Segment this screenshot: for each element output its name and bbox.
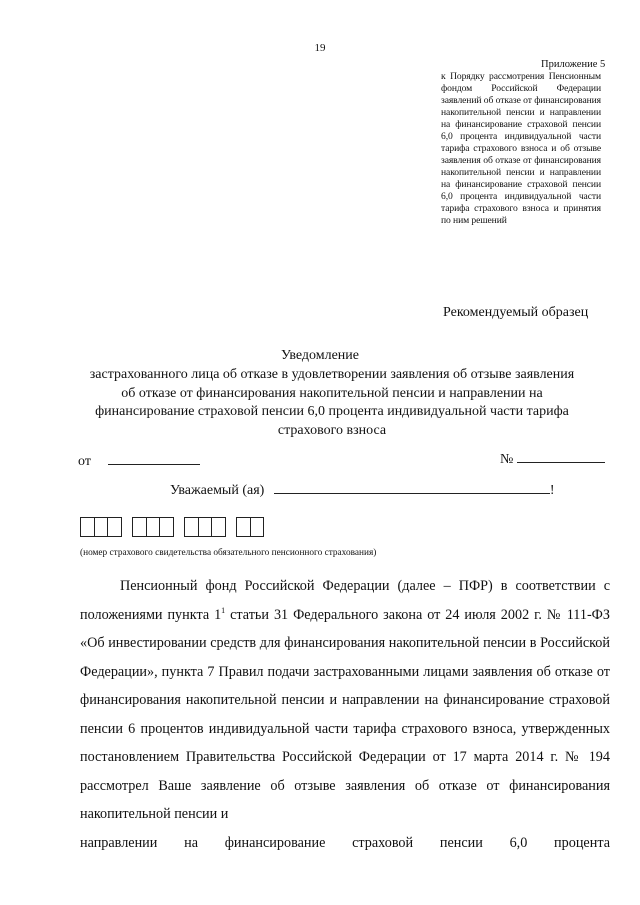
appendix-body: к Порядку рассмотрения Пенсионным фондом Российской Федерации заявлений об отказе от финансирования накопительной пенсии и направлении на финансирование страховой пенсии 6,0 процента индивидуальной части тарифа страхового взноса и об отзыве заявления об отказе от финансирования накопительной пенсии и направлении на финансирование страховой пенсии 6,0 процента индивидуальной части тарифа страхового взноса и принятия по ним решений <box>441 71 601 226</box>
snils-digit-box <box>199 518 213 536</box>
body-text-main: статьи 31 Федерального закона от 24 июля 2002 г. № 111-ФЗ «Об инвестировании средств для финансирования накопительной пенсии в Российской Федерации», пункта 7 Правил подачи застрахованными лицами заявления об отказе от финансирования накопительной пенсии и направлении на финансирование страховой пенсии 6 процентов индивидуальной части тарифа страхового взноса, утвержденных постановлением Правительства Российской Федерации от 17 марта 2014 г. № 194 рассмотрел Ваше заявление об отзыве заявления об отказе от финансирования накопительной пенсии и <box>80 606 610 822</box>
snils-digit-box <box>185 518 199 536</box>
body-paragraph <box>80 572 610 857</box>
snils-digit-box <box>108 518 121 536</box>
footnote-superscript: 1 <box>221 605 226 615</box>
snils-group-2 <box>132 517 174 537</box>
notice-subtitle: застрахованного лица об отказе в удовлетворении заявления об отзыве заявления об отказе от финансирования накопительной пенсии и направлении на финансирование страховой пенсии 6,0 процента индивидуальной части тарифа страхового взноса <box>89 367 575 438</box>
snils-group-3 <box>184 517 226 537</box>
snils-digit-box <box>147 518 161 536</box>
body-text-start: Пенсионный фонд Российской Федерации (далее – ПФР) в соответствии с положениями пункта 1 <box>80 578 610 623</box>
document-number-blank <box>517 449 605 463</box>
body-text-last-line: направлении на финансирование страховой пенсии 6,0 процента <box>80 834 610 851</box>
greeting-row <box>170 480 554 499</box>
snils-group-4 <box>236 517 264 537</box>
snils-digit-box <box>81 518 95 536</box>
snils-digit-box <box>95 518 109 536</box>
snils-digit-box <box>251 518 264 536</box>
from-date-blank <box>108 451 200 465</box>
snils-digit-box <box>237 518 251 536</box>
appendix-title: Приложение 5 <box>541 59 606 70</box>
snils-group-1 <box>80 517 122 537</box>
greeting-exclamation: ! <box>549 483 555 498</box>
snils-digit-box <box>160 518 173 536</box>
number-label: № <box>500 452 514 467</box>
snils-digit-box <box>212 518 225 536</box>
recommended-sample-label: Рекомендуемый образец <box>443 305 589 320</box>
from-date-row <box>78 451 200 470</box>
recipient-name-blank <box>274 480 550 494</box>
greeting-label: Уважаемый (ая) <box>170 483 265 498</box>
notice-title: Уведомление <box>280 348 359 363</box>
from-label: от <box>78 454 91 469</box>
document-number-row <box>500 449 605 468</box>
page-number: 19 <box>314 42 326 54</box>
snils-caption: (номер страхового свидетельства обязательного пенсионного страхования) <box>80 548 377 558</box>
snils-digit-box <box>133 518 147 536</box>
